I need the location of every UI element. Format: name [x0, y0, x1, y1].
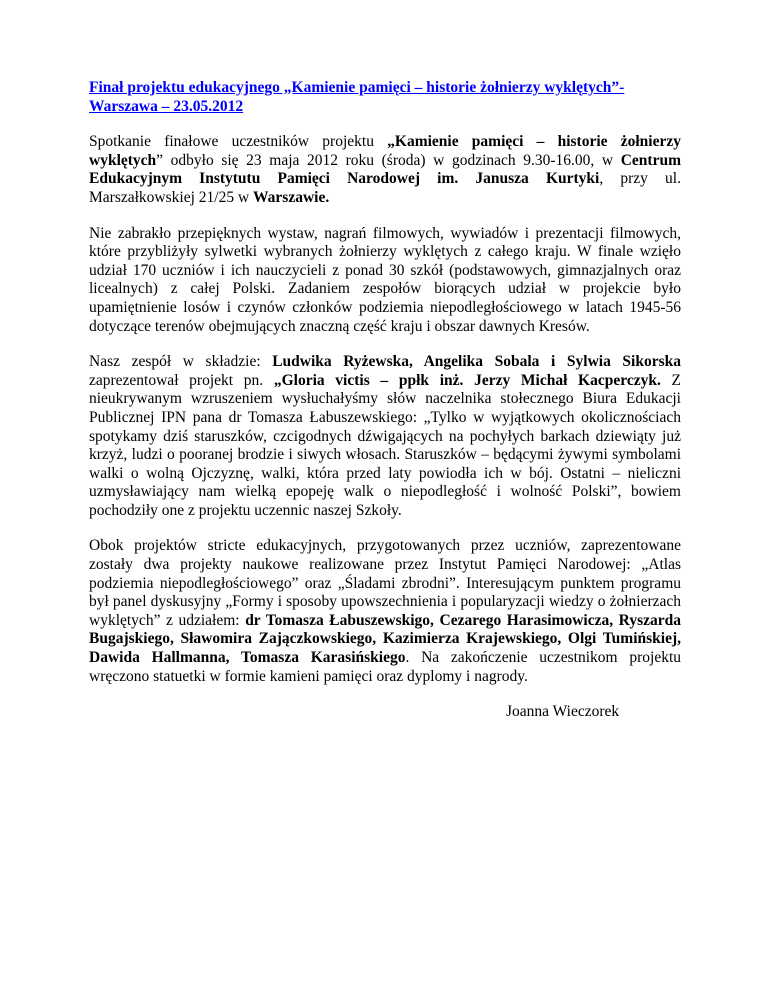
venue-name: Centrum Edukacyjnym Instytutu Pamięci Narodowej im. Janusza Kurtyki [89, 151, 681, 188]
team-project-title: „Gloria victis – ppłk inż. Jerzy Michał Kacperczyk. [273, 371, 661, 389]
author-signature: Joanna Wieczorek [506, 703, 620, 721]
team-members: Ludwika Ryżewska, Angelika Sobala i Sylwia Sikorska [272, 353, 681, 371]
title-line-2[interactable]: Warszawa – 23.05.2012 [89, 97, 244, 115]
paragraph-exhibitions [89, 225, 681, 337]
paragraph-text: Spotkanie finałowe uczestników projektu [89, 133, 388, 151]
document-page [89, 79, 681, 722]
paragraph-team [89, 353, 681, 520]
paragraph-text: Obok projektów stricte edukacyjnych, przygotowanych przez uczniów, zaprezentowane zostały dwa projekty naukowe realizowane przez Instytut Pamięci Narodowej: „Atlas podziemia niepodległościowego” oraz „Śladami zbrodni”. Interesującym punktem programu był panel dyskusyjny „Formy i sposoby upowszechnienia i popularyzacji wiedzy o żołnierzach wyklętych” z udziałem: [89, 537, 681, 629]
paragraph-event-info [89, 133, 681, 207]
paragraph-text: zaprezentował projekt pn. [89, 371, 274, 389]
paragraph-text: Nie zabrakło przepięknych wystaw, nagrań filmowych, wywiadów i prezentacji filmowych, które przybliżyły sylwetki wybranych żołnierzy wyklętych z całego kraju. W finale wzięło udział 170 uczniów i ich nauczycieli z ponad 30 szkół (podstawowych, gimnazjalnych oraz licealnych) z całej Polski. Zadaniem zespołów biorących udział w projekcie było upamiętnienie losów i czynów członków podziemia niepodległościowego w latach 1945-56 dotyczące terenów obejmujących znaczną część kraju i obszar dawnych Kresów. [89, 224, 681, 335]
document-title[interactable] [89, 79, 681, 116]
paragraph-text: ” odbyło się 23 maja 2012 roku (środa) w godzinach 9.30-16.00, w [156, 151, 621, 169]
panel-participants: dr Tomasza Łabuszewskigo, Cezarego Harasimowicza, Ryszarda Bugajskiego, Sławomira Zajączkowskiego, Kazimierza Krajewskiego, Olgi Tumińskiej, Dawida Hallmanna, Tomasza Karasińskiego [89, 611, 681, 667]
project-name: „Kamienie pamięci – historie żołnierzy wyklętych [89, 133, 681, 169]
paragraph-text: Z nieukrywanym wzruszeniem wysłuchałyśmy słów naczelnika stołecznego Biura Edukacji Publicznej IPN pana dr Tomasza Łabuszewskiego: „Tylko w wyjątkowych okolicznościach spotykamy dziś staruszków, czcigodnych dźwigających na pochyłych barkach dziewiąty już krzyż, ludzi o pooranej brodzie i siwych włosach. Staruszków – będącymi żywymi symbolami walki o wolną Ojczyznę, walki, która przed laty powiodła ich w bój. Ostatni – nieliczni uzmysławiający nam wielką epopeję walk o niepodległość i wolność Polski”, bowiem pochodziły one z projektu uczennic naszej Szkoły. [89, 371, 682, 519]
paragraph-panel [89, 537, 681, 686]
paragraph-text: Nasz zespół w składzie: [89, 353, 273, 371]
paragraph-text: . Na zakończenie uczestnikom projektu wręczono statuetki w formie kamieni pamięci oraz dyplomy i nagrody. [89, 649, 682, 685]
city-name: Warszawie. [253, 188, 330, 206]
title-line-1[interactable]: Finał projektu edukacyjnego „Kamienie pamięci – historie żołnierzy wyklętych”- [89, 79, 625, 96]
paragraph-text: , przy ul. Marszałkowskiej 21/25 w [89, 170, 681, 206]
